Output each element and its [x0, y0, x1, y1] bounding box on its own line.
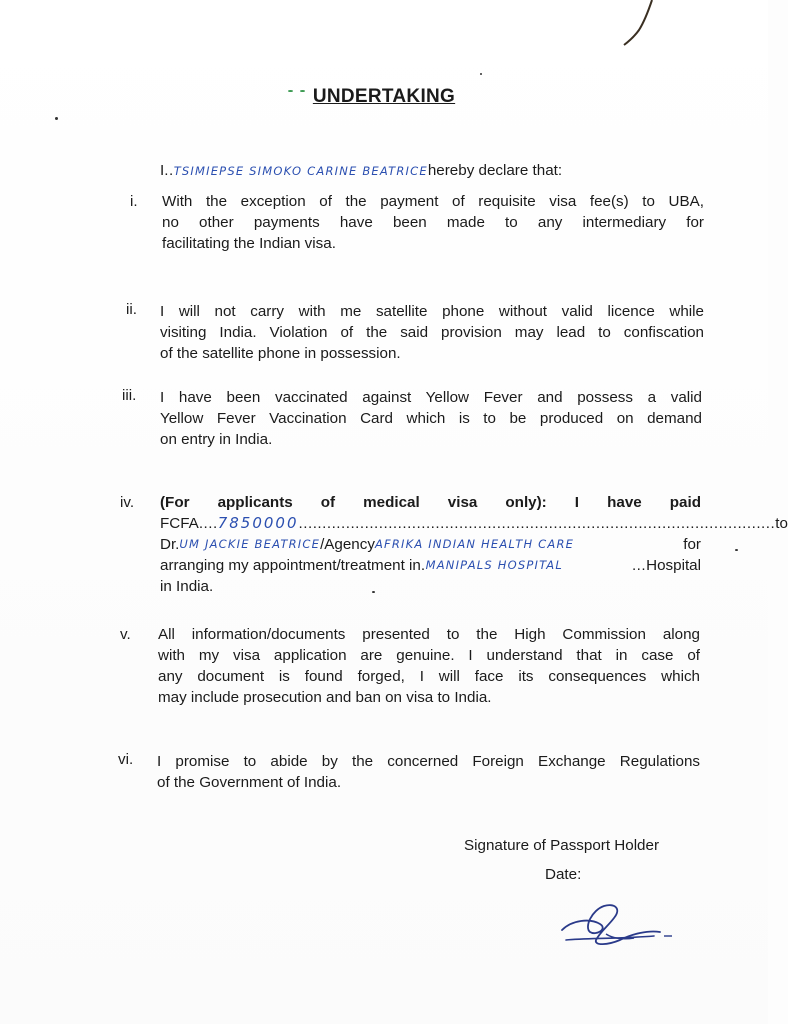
item-line: I will not carry with me satellite phone without valid licence while — [160, 303, 704, 320]
item-number: iii. — [122, 387, 137, 404]
declarant-suffix: hereby declare that: — [427, 162, 563, 179]
scan-speck — [480, 73, 482, 75]
item-line: of the satellite phone in possession. — [160, 345, 401, 362]
hospital-handwritten: MANIPALS HOSPITAL — [425, 558, 563, 572]
item-line: Yellow Fever Vaccination Card which is to be produced on demand — [160, 410, 702, 427]
date-label: Date: — [545, 866, 582, 883]
document-title: UNDERTAKING — [312, 86, 456, 107]
item-line: I have been vaccinated against Yellow Fever and possess a valid — [160, 389, 702, 406]
item-number: iv. — [120, 494, 135, 511]
item-number: ii. — [126, 301, 137, 318]
item-iv-line5: in India. — [160, 578, 214, 595]
agency-handwritten: AFRIKA INDIAN HEALTH CARE — [374, 537, 575, 551]
item-iv-fcfa-line: FCFA .... 7850000 ..................................................................................................... to — [160, 514, 788, 532]
declarant-name-handwritten: TSIMIEPSE SIMOKO CARINE BEATRICE — [173, 164, 428, 178]
declarant-line: I..TSIMIEPSE SIMOKO CARINE BEATRICEhereby declare that: — [160, 162, 563, 179]
doctor-prefix: Dr. — [160, 536, 180, 553]
handwritten-signature — [556, 896, 676, 956]
scan-mark-top-right — [618, 0, 658, 50]
item-iv-text — [160, 492, 788, 597]
fcfa-suffix: to — [775, 515, 788, 532]
doctor-name-handwritten: UM JACKIE BEATRICE — [179, 537, 321, 551]
item-i-text — [162, 191, 704, 254]
item-vi-text — [157, 751, 700, 793]
item-line: on entry in India. — [160, 431, 273, 448]
fcfa-prefix: FCFA — [160, 515, 199, 532]
item-line: any document is found forged, I will face its consequences which — [158, 668, 700, 685]
scan-speck — [735, 549, 738, 551]
treatment-prefix: arranging my appointment/treatment in — [160, 557, 421, 574]
item-number: i. — [130, 193, 138, 210]
item-line: may include prosecution and ban on visa to India. — [158, 689, 492, 706]
hospital-suffix: Hospital — [646, 557, 701, 574]
item-line: I promise to abide by the concerned Foreign Exchange Regulations — [157, 753, 700, 770]
item-line: With the exception of the payment of requisite visa fee(s) to UBA, — [162, 193, 704, 210]
item-iv-line1: (For applicants of medical visa only): I have paid — [160, 494, 701, 511]
item-line: with my visa application are genuine. I understand that in case of — [158, 647, 700, 664]
signature-label: Signature of Passport Holder — [464, 837, 660, 854]
agency-prefix: /Agency — [320, 536, 375, 553]
declarant-prefix: I — [160, 162, 165, 179]
fcfa-amount-handwritten: 7850000 — [217, 514, 299, 532]
item-ii-text — [160, 301, 704, 364]
scan-speck — [55, 117, 58, 120]
item-line: visiting India. Violation of the said provision may lead to confiscation — [160, 324, 704, 341]
item-number: v. — [120, 626, 131, 643]
item-number: vi. — [118, 751, 134, 768]
item-line: All information/documents presented to the High Commission along — [158, 626, 700, 643]
item-line: facilitating the Indian visa. — [162, 235, 336, 252]
item-line: of the Government of India. — [157, 774, 342, 791]
item-iv-doctor-line — [160, 534, 701, 555]
agency-suffix: for — [683, 536, 701, 553]
item-v-text — [158, 624, 700, 708]
item-iii-text — [160, 387, 702, 450]
item-iv-hospital-line: arranging my appointment/treatment in . MANIPALS HOSPITAL ... Hospital — [160, 557, 701, 574]
item-line: no other payments have been made to any intermediary for — [162, 214, 704, 231]
